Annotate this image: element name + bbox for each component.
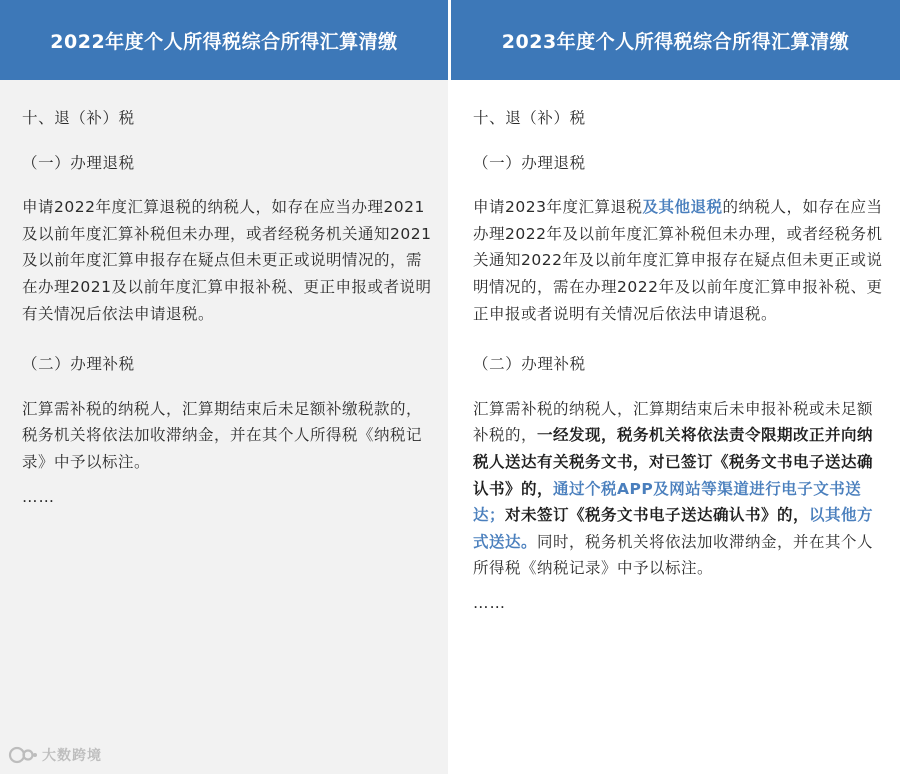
right-para2-highlight-e: 以其他方式送达。 bbox=[473, 506, 874, 551]
right-sub2-title: （二）办理补税 bbox=[473, 355, 586, 374]
right-para2-bold-d: 对未签订《税务文书电子送达确认书》的， bbox=[505, 506, 810, 525]
right-para1 bbox=[473, 194, 885, 327]
brand-logo-icon bbox=[8, 746, 38, 764]
watermark-text: 大数跨境 bbox=[42, 748, 102, 764]
left-body bbox=[0, 80, 448, 510]
right-para1-text-c: 的纳税人，如存在应当办理2022年及以前年度汇算补税但未办理，或者经税务机关通知2022年及以前年度汇算申报存在疑点但未更正或说明情况的，需在办理2022年及以前年度汇算申报补税、更正申报或者说明有关情况后依法申请退税。 bbox=[473, 198, 883, 323]
right-para2 bbox=[473, 396, 885, 582]
right-para1-text-a: 申请2023年度汇算退税 bbox=[473, 198, 643, 217]
left-para1: 申请2022年度汇算退税的纳税人，如存在应当办理2021及以前年度汇算补税但未办理，或者经税务机关通知2021及以前年度汇算申报存在疑点但未更正或说明情况的，需在办理2021及以前年度汇算申报补税、更正申报或者说明有关情况后依法申请退税。 bbox=[22, 198, 432, 323]
right-body bbox=[451, 80, 900, 617]
right-para1-highlight: 及其他退税 bbox=[642, 198, 723, 217]
right-para2-text-a: 汇算需补税的纳税人，汇算期结束后未申报补税或未足额补税的， bbox=[473, 399, 874, 445]
left-column bbox=[0, 0, 448, 774]
right-para2-text-f: 同时，税务机关将依法加收滞纳金，并在其个人所得税《纳税记录》中予以标注。 bbox=[473, 532, 874, 578]
right-section-title: 十、退（补）税 bbox=[473, 109, 586, 127]
watermark bbox=[8, 745, 102, 765]
right-sub1-title: （一）办理退税 bbox=[473, 153, 586, 172]
left-para2: 汇算需补税的纳税人，汇算期结束后未足额补缴税款的，税务机关将依法加收滞纳金，并在其个人所得税《纳税记录》中予以标注。 bbox=[22, 399, 423, 471]
right-header bbox=[451, 0, 900, 80]
right-column bbox=[451, 0, 900, 774]
left-sub2-title: （二）办理补税 bbox=[22, 355, 135, 374]
left-ellipsis: …… bbox=[22, 487, 55, 506]
right-header-title: 2023年度个人所得税综合所得汇算清缴 bbox=[501, 30, 850, 53]
left-header-title: 2022年度个人所得税综合所得汇算清缴 bbox=[50, 30, 398, 53]
left-section-title: 十、退（补）税 bbox=[22, 109, 135, 127]
right-ellipsis: …… bbox=[473, 593, 506, 612]
left-sub1-title: （一）办理退税 bbox=[22, 153, 135, 172]
right-para2-bold-b: 一经发现，税务机关将依法责令限期改正并向纳税人送达有关税务文书，对已签订《税务文书电子送达确认书》的， bbox=[473, 426, 874, 498]
right-para2-highlight-c: 通过个税APP及网站等渠道进行电子文书送达； bbox=[473, 479, 862, 525]
left-header bbox=[0, 0, 448, 80]
